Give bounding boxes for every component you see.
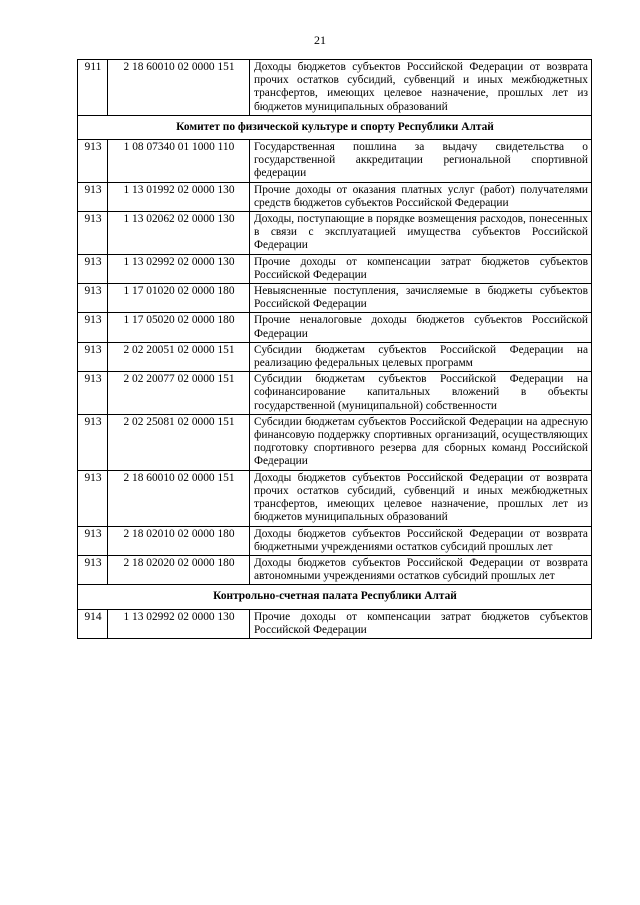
table-row — [78, 555, 592, 584]
budget-classification-code-cell: 2 02 20077 02 0000 151 — [108, 372, 250, 415]
income-description-cell: Прочие неналоговые доходы бюджетов субъектов Российской Федерации — [250, 313, 592, 342]
admin-code-cell: 913 — [78, 212, 108, 255]
admin-code-cell: 913 — [78, 470, 108, 526]
admin-code-cell: 913 — [78, 182, 108, 211]
budget-classification-code-cell: 1 13 02992 02 0000 130 — [108, 254, 250, 283]
budget-classification-code-cell: 2 02 25081 02 0000 151 — [108, 414, 250, 470]
budget-classification-code-cell: 1 17 01020 02 0000 180 — [108, 284, 250, 313]
table-row — [78, 284, 592, 313]
table-row — [78, 526, 592, 555]
table-row — [78, 140, 592, 183]
income-description-cell: Прочие доходы от оказания платных услуг (работ) получателями средств бюджетов субъектов Российской Федерации — [250, 182, 592, 211]
table-row — [78, 342, 592, 371]
section-title: Комитет по физической культуре и спорту Республики Алтай — [78, 115, 592, 139]
table-row — [78, 470, 592, 526]
admin-code-cell: 913 — [78, 414, 108, 470]
income-description-cell: Доходы бюджетов субъектов Российской Федерации от возврата автономными учреждениями остатков субсидий прошлых лет — [250, 555, 592, 584]
section-header-row — [78, 115, 592, 139]
table-body — [78, 60, 592, 639]
table-row — [78, 414, 592, 470]
section-title: Контрольно-счетная палата Республики Алтай — [78, 585, 592, 609]
budget-classification-code-cell: 1 13 01992 02 0000 130 — [108, 182, 250, 211]
table-row — [78, 182, 592, 211]
income-description-cell: Субсидии бюджетам субъектов Российской Федерации на адресную финансовую поддержку спортивных организаций, осуществляющих подготовку спортивного резерва для сборных команд Российской Федерации — [250, 414, 592, 470]
budget-classification-code-cell: 1 08 07340 01 1000 110 — [108, 140, 250, 183]
table-row — [78, 313, 592, 342]
income-description-cell: Прочие доходы от компенсации затрат бюджетов субъектов Российской Федерации — [250, 254, 592, 283]
income-description-cell: Невыясненные поступления, зачисляемые в бюджеты субъектов Российской Федерации — [250, 284, 592, 313]
income-description-cell: Доходы, поступающие в порядке возмещения расходов, понесенных в связи с эксплуатацией имущества субъектов Российской Федерации — [250, 212, 592, 255]
admin-code-cell: 913 — [78, 555, 108, 584]
budget-classification-code-cell: 2 18 02010 02 0000 180 — [108, 526, 250, 555]
admin-code-cell: 913 — [78, 140, 108, 183]
budget-codes-table — [77, 59, 592, 639]
income-description-cell: Субсидии бюджетам субъектов Российской Федерации на софинансирование капитальных вложений в объекты государственной (муниципальной) собственности — [250, 372, 592, 415]
admin-code-cell: 913 — [78, 526, 108, 555]
budget-classification-code-cell: 1 17 05020 02 0000 180 — [108, 313, 250, 342]
admin-code-cell: 913 — [78, 284, 108, 313]
income-description-cell: Доходы бюджетов субъектов Российской Федерации от возврата прочих остатков субсидий, субвенций и иных межбюджетных трансфертов, имеющих целевое назначение, прошлых лет из бюджетов муниципальных образований — [250, 60, 592, 116]
admin-code-cell: 913 — [78, 313, 108, 342]
budget-classification-code-cell: 2 02 20051 02 0000 151 — [108, 342, 250, 371]
budget-classification-code-cell: 2 18 60010 02 0000 151 — [108, 470, 250, 526]
admin-code-cell: 913 — [78, 342, 108, 371]
budget-classification-code-cell: 1 13 02062 02 0000 130 — [108, 212, 250, 255]
table-row — [78, 372, 592, 415]
admin-code-cell: 911 — [78, 60, 108, 116]
budget-classification-code-cell: 2 18 60010 02 0000 151 — [108, 60, 250, 116]
admin-code-cell: 914 — [78, 609, 108, 638]
budget-classification-code-cell: 1 13 02992 02 0000 130 — [108, 609, 250, 638]
page-number: 21 — [314, 33, 326, 47]
table-row — [78, 609, 592, 638]
admin-code-cell: 913 — [78, 254, 108, 283]
income-description-cell: Доходы бюджетов субъектов Российской Федерации от возврата прочих остатков субсидий, субвенций и иных межбюджетных трансфертов, имеющих целевое назначение, прошлых лет из бюджетов муниципальных образований — [250, 470, 592, 526]
income-description-cell: Государственная пошлина за выдачу свидетельства о государственной аккредитации региональной спортивной федерации — [250, 140, 592, 183]
income-description-cell: Прочие доходы от компенсации затрат бюджетов субъектов Российской Федерации — [250, 609, 592, 638]
section-header-row — [78, 585, 592, 609]
table-row — [78, 60, 592, 116]
table-row — [78, 212, 592, 255]
budget-classification-code-cell: 2 18 02020 02 0000 180 — [108, 555, 250, 584]
income-description-cell: Доходы бюджетов субъектов Российской Федерации от возврата бюджетными учреждениями остатков субсидий прошлых лет — [250, 526, 592, 555]
table-row — [78, 254, 592, 283]
income-description-cell: Субсидии бюджетам субъектов Российской Федерации на реализацию федеральных целевых программ — [250, 342, 592, 371]
admin-code-cell: 913 — [78, 372, 108, 415]
